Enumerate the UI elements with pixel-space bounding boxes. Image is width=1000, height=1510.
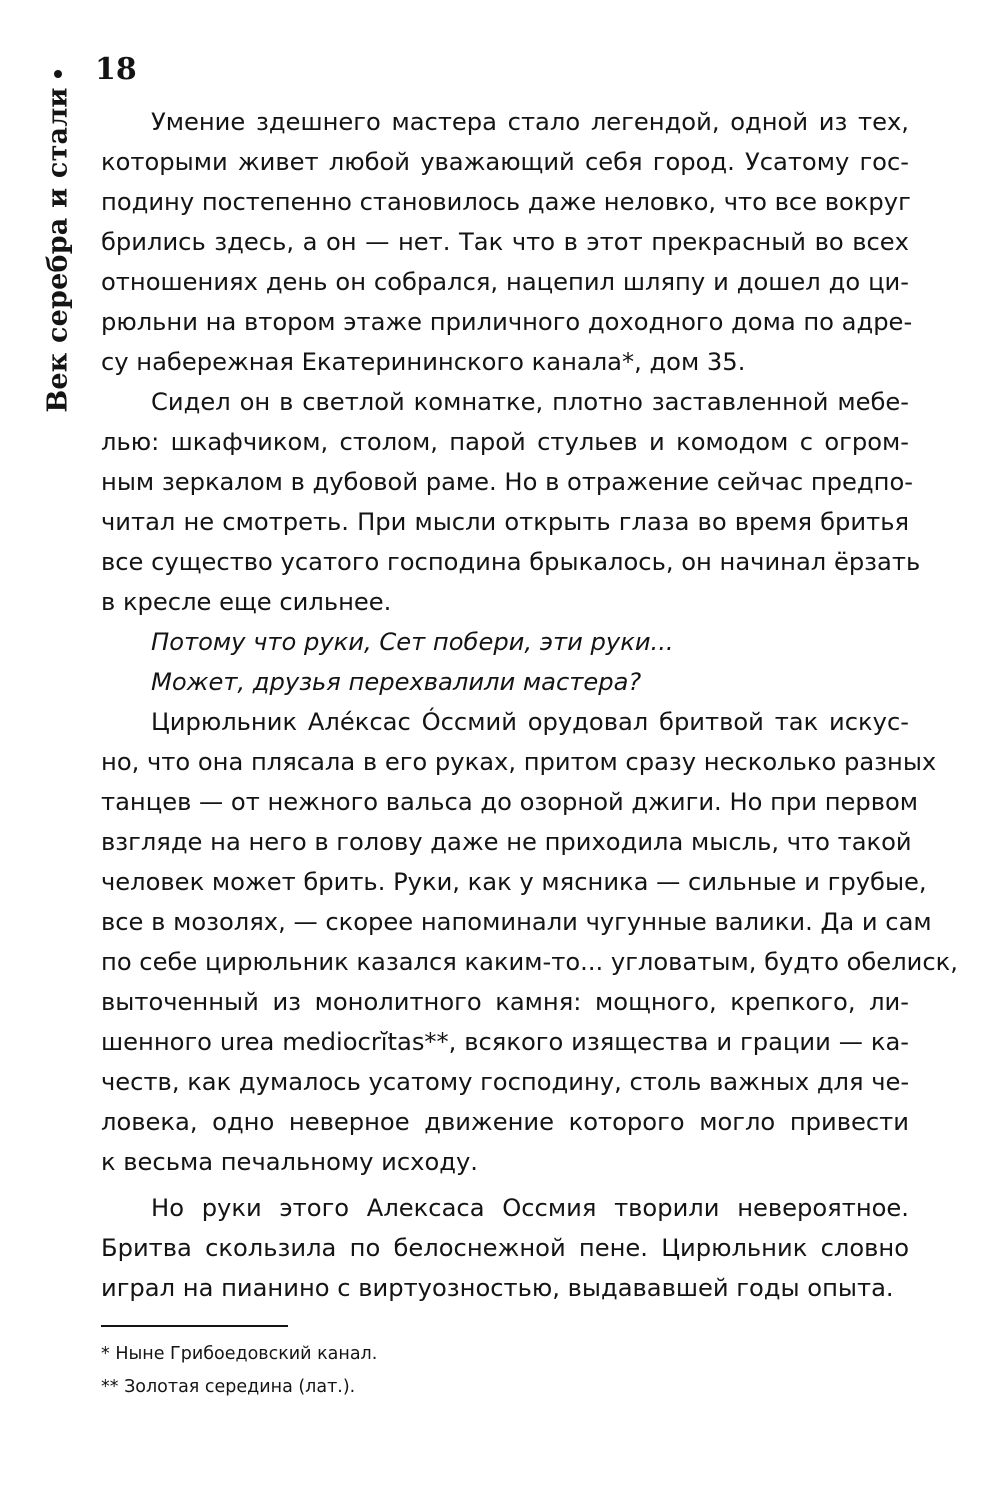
text-line: по себе цирюльник казался каким-то... угловатым, будто обелиск, [101,948,958,976]
text-line: честв, как думалось усатому господину, столь важных для че- [101,1068,910,1096]
page-number: 18 [95,52,137,87]
text-line: Сидел он в светлой комнатке, плотно заставленной мебе- [151,388,909,416]
text-line: выточенный из монолитного камня: мощного, крепкого, ли- [101,988,909,1016]
footnotes [101,1338,377,1404]
text-line: лью: шкафчиком, столом, парой стульев и комодом с огром- [101,428,909,456]
text-line: подину постепенно становилось даже неловко, что все вокруг [101,188,911,216]
paragraph [101,702,958,1182]
text-line: Потому что руки, Сет побери, эти руки... [151,628,674,656]
text-line: шенного urea mediocrĭtas**, всякого изящества и грации — ка- [101,1028,909,1056]
text-line: танцев — от нежного вальса до озорной джиги. Но при первом [101,788,919,816]
paragraph [101,382,921,622]
text-line: Бритва скользила по белоснежной пене. Цирюльник словно [101,1234,909,1262]
footnote: * Ныне Грибоедовский канал. [101,1344,378,1364]
text-line: но, что она плясала в его руках, притом сразу несколько разных [101,748,937,776]
main-text [101,102,958,1308]
text-line: Умение здешнего мастера стало легендой, одной из тех, [151,108,909,136]
paragraph [101,1188,909,1308]
text-line: су набережная Екатерининского канала*, дом 35. [101,348,746,376]
text-line: рюльни на втором этаже приличного доходного дома по адре- [101,308,913,336]
text-line: играл на пианино с виртуозностью, выдававшей годы опыта. [101,1274,894,1302]
text-line: ным зеркалом в дубовой раме. Но в отражение сейчас предпо- [101,468,913,496]
text-line: взгляде на него в голову даже не приходила мысль, что такой [101,828,912,856]
text-line: отношениях день он собрался, нацепил шляпу и дошел до ци- [101,268,909,296]
paragraph [101,662,909,702]
footnote-separator [101,1325,288,1327]
text-line: в кресле еще сильнее. [101,588,392,616]
text-line: Может, друзья перехвалили мастера? [151,668,642,696]
text-line: все в мозолях, — скорее напоминали чугунные валики. Да и сам [101,908,932,936]
running-head-book-title: Век серебра и стали [42,87,74,413]
text-line: брились здесь, а он — нет. Так что в этот прекрасный во всех [101,228,909,256]
footnote: ** Золотая середина (лат.). [101,1377,356,1397]
text-line: Цирюльник Алéксас Óссмий орудовал бритвой так искус- [151,708,909,736]
running-head-bullet [54,70,62,78]
text-line: ловека, одно неверное движение которого могло привести [101,1108,909,1136]
paragraph [101,622,909,662]
text-line: все существо усатого господина брыкалось, он начинал ёрзать [101,548,921,576]
text-line: которыми живет любой уважающий себя город. Усатому гос- [101,148,909,176]
paragraph [101,102,913,382]
text-line: человек может брить. Руки, как у мясника — сильные и грубые, [101,868,927,896]
text-line: к весьма печальному исходу. [101,1148,478,1176]
text-line: Но руки этого Алексаса Оссмия творили невероятное. [151,1194,909,1222]
text-line: читал не смотреть. При мысли открыть глаза во время бритья [101,508,909,536]
